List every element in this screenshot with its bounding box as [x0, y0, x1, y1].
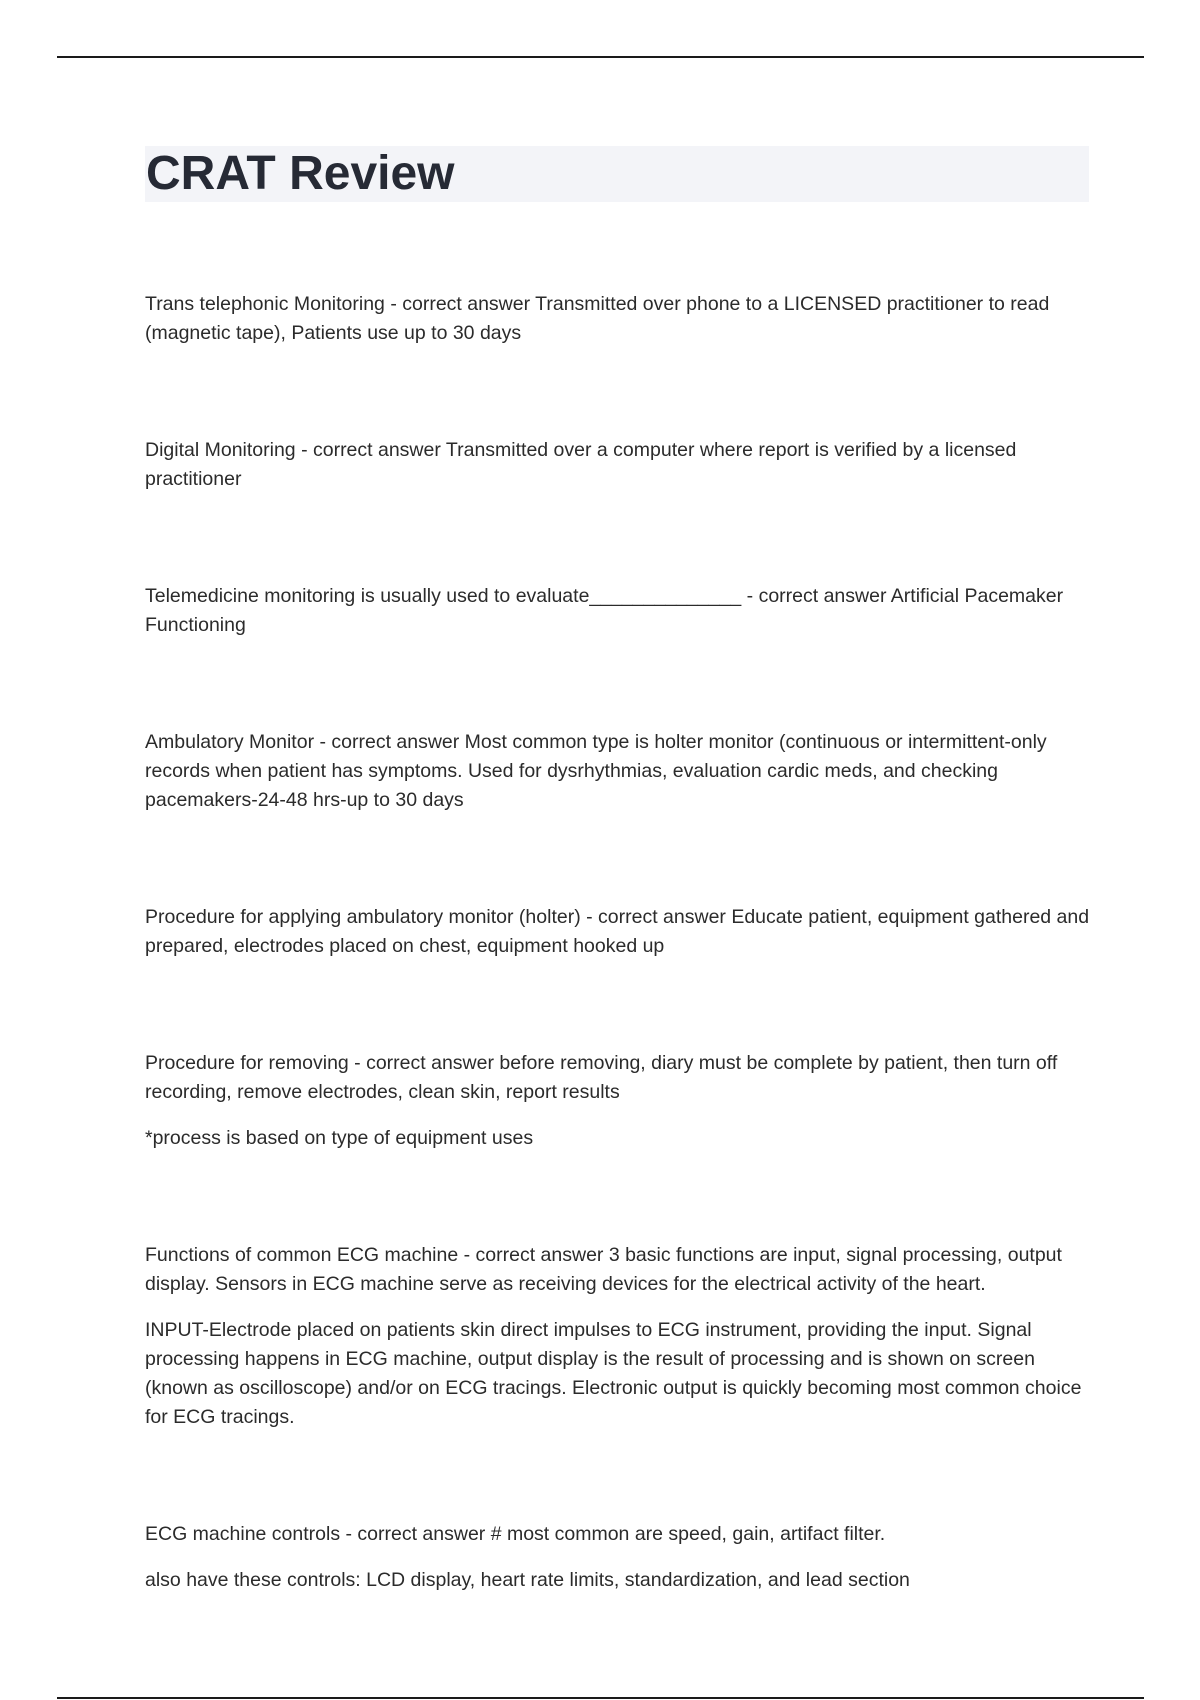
qa-entry: [145, 1241, 1095, 1432]
entry-paragraph: Ambulatory Monitor - correct answer Most common type is holter monitor (continuous or intermittent-only records when patient has symptoms. Used for dysrhythmias, evaluation cardic meds, and checking pacemakers-24-48 hrs-up to 30 days: [145, 731, 1047, 811]
qa-entry: [145, 582, 1095, 640]
page-title: CRAT Review: [146, 147, 455, 200]
qa-entry: [145, 728, 1095, 815]
qa-entry: [145, 1049, 1095, 1153]
entry-paragraph: Procedure for applying ambulatory monitor (holter) - correct answer Educate patient, equipment gathered and prepared, electrodes placed on chest, equipment hooked up: [145, 906, 1090, 957]
entry-paragraph: Functions of common ECG machine - correct answer 3 basic functions are input, signal processing, output display. Sensors in ECG machine serve as receiving devices for the electrical activity of the heart.: [145, 1244, 1062, 1295]
entry-note: *process is based on type of equipment uses: [145, 1127, 534, 1149]
entry-paragraph: Trans telephonic Monitoring - correct answer Transmitted over phone to a LICENSED practitioner to read (magnetic tape), Patients use up to 30 days: [145, 293, 1050, 344]
entry-paragraph: ECG machine controls - correct answer # most common are speed, gain, artifact filter.: [145, 1523, 886, 1545]
entry-paragraph: Procedure for removing - correct answer before removing, diary must be complete by patient, then turn off recording, remove electrodes, clean skin, report results: [145, 1052, 1058, 1103]
document-body: [145, 290, 1095, 1595]
qa-entry: [145, 903, 1095, 961]
qa-entry: [145, 290, 1095, 348]
entry-paragraph: also have these controls: LCD display, heart rate limits, standardization, and lead section: [145, 1569, 910, 1591]
bottom-rule: [57, 1697, 1144, 1699]
top-rule: [57, 56, 1144, 58]
entry-paragraph: INPUT-Electrode placed on patients skin direct impulses to ECG instrument, providing the input. Signal processing happens in ECG machine, output display is the result of processing and is shown on screen (known as oscilloscope) and/or on ECG tracings. Electronic output is quickly becoming most common choice for ECG tracings.: [145, 1319, 1082, 1428]
qa-entry: [145, 436, 1095, 494]
entry-paragraph: Telemedicine monitoring is usually used to evaluate______________ - correct answer Artificial Pacemaker Functioning: [145, 585, 1064, 636]
qa-entry: [145, 1520, 1095, 1595]
entry-paragraph: Digital Monitoring - correct answer Transmitted over a computer where report is verified by a licensed practitioner: [145, 439, 1017, 490]
